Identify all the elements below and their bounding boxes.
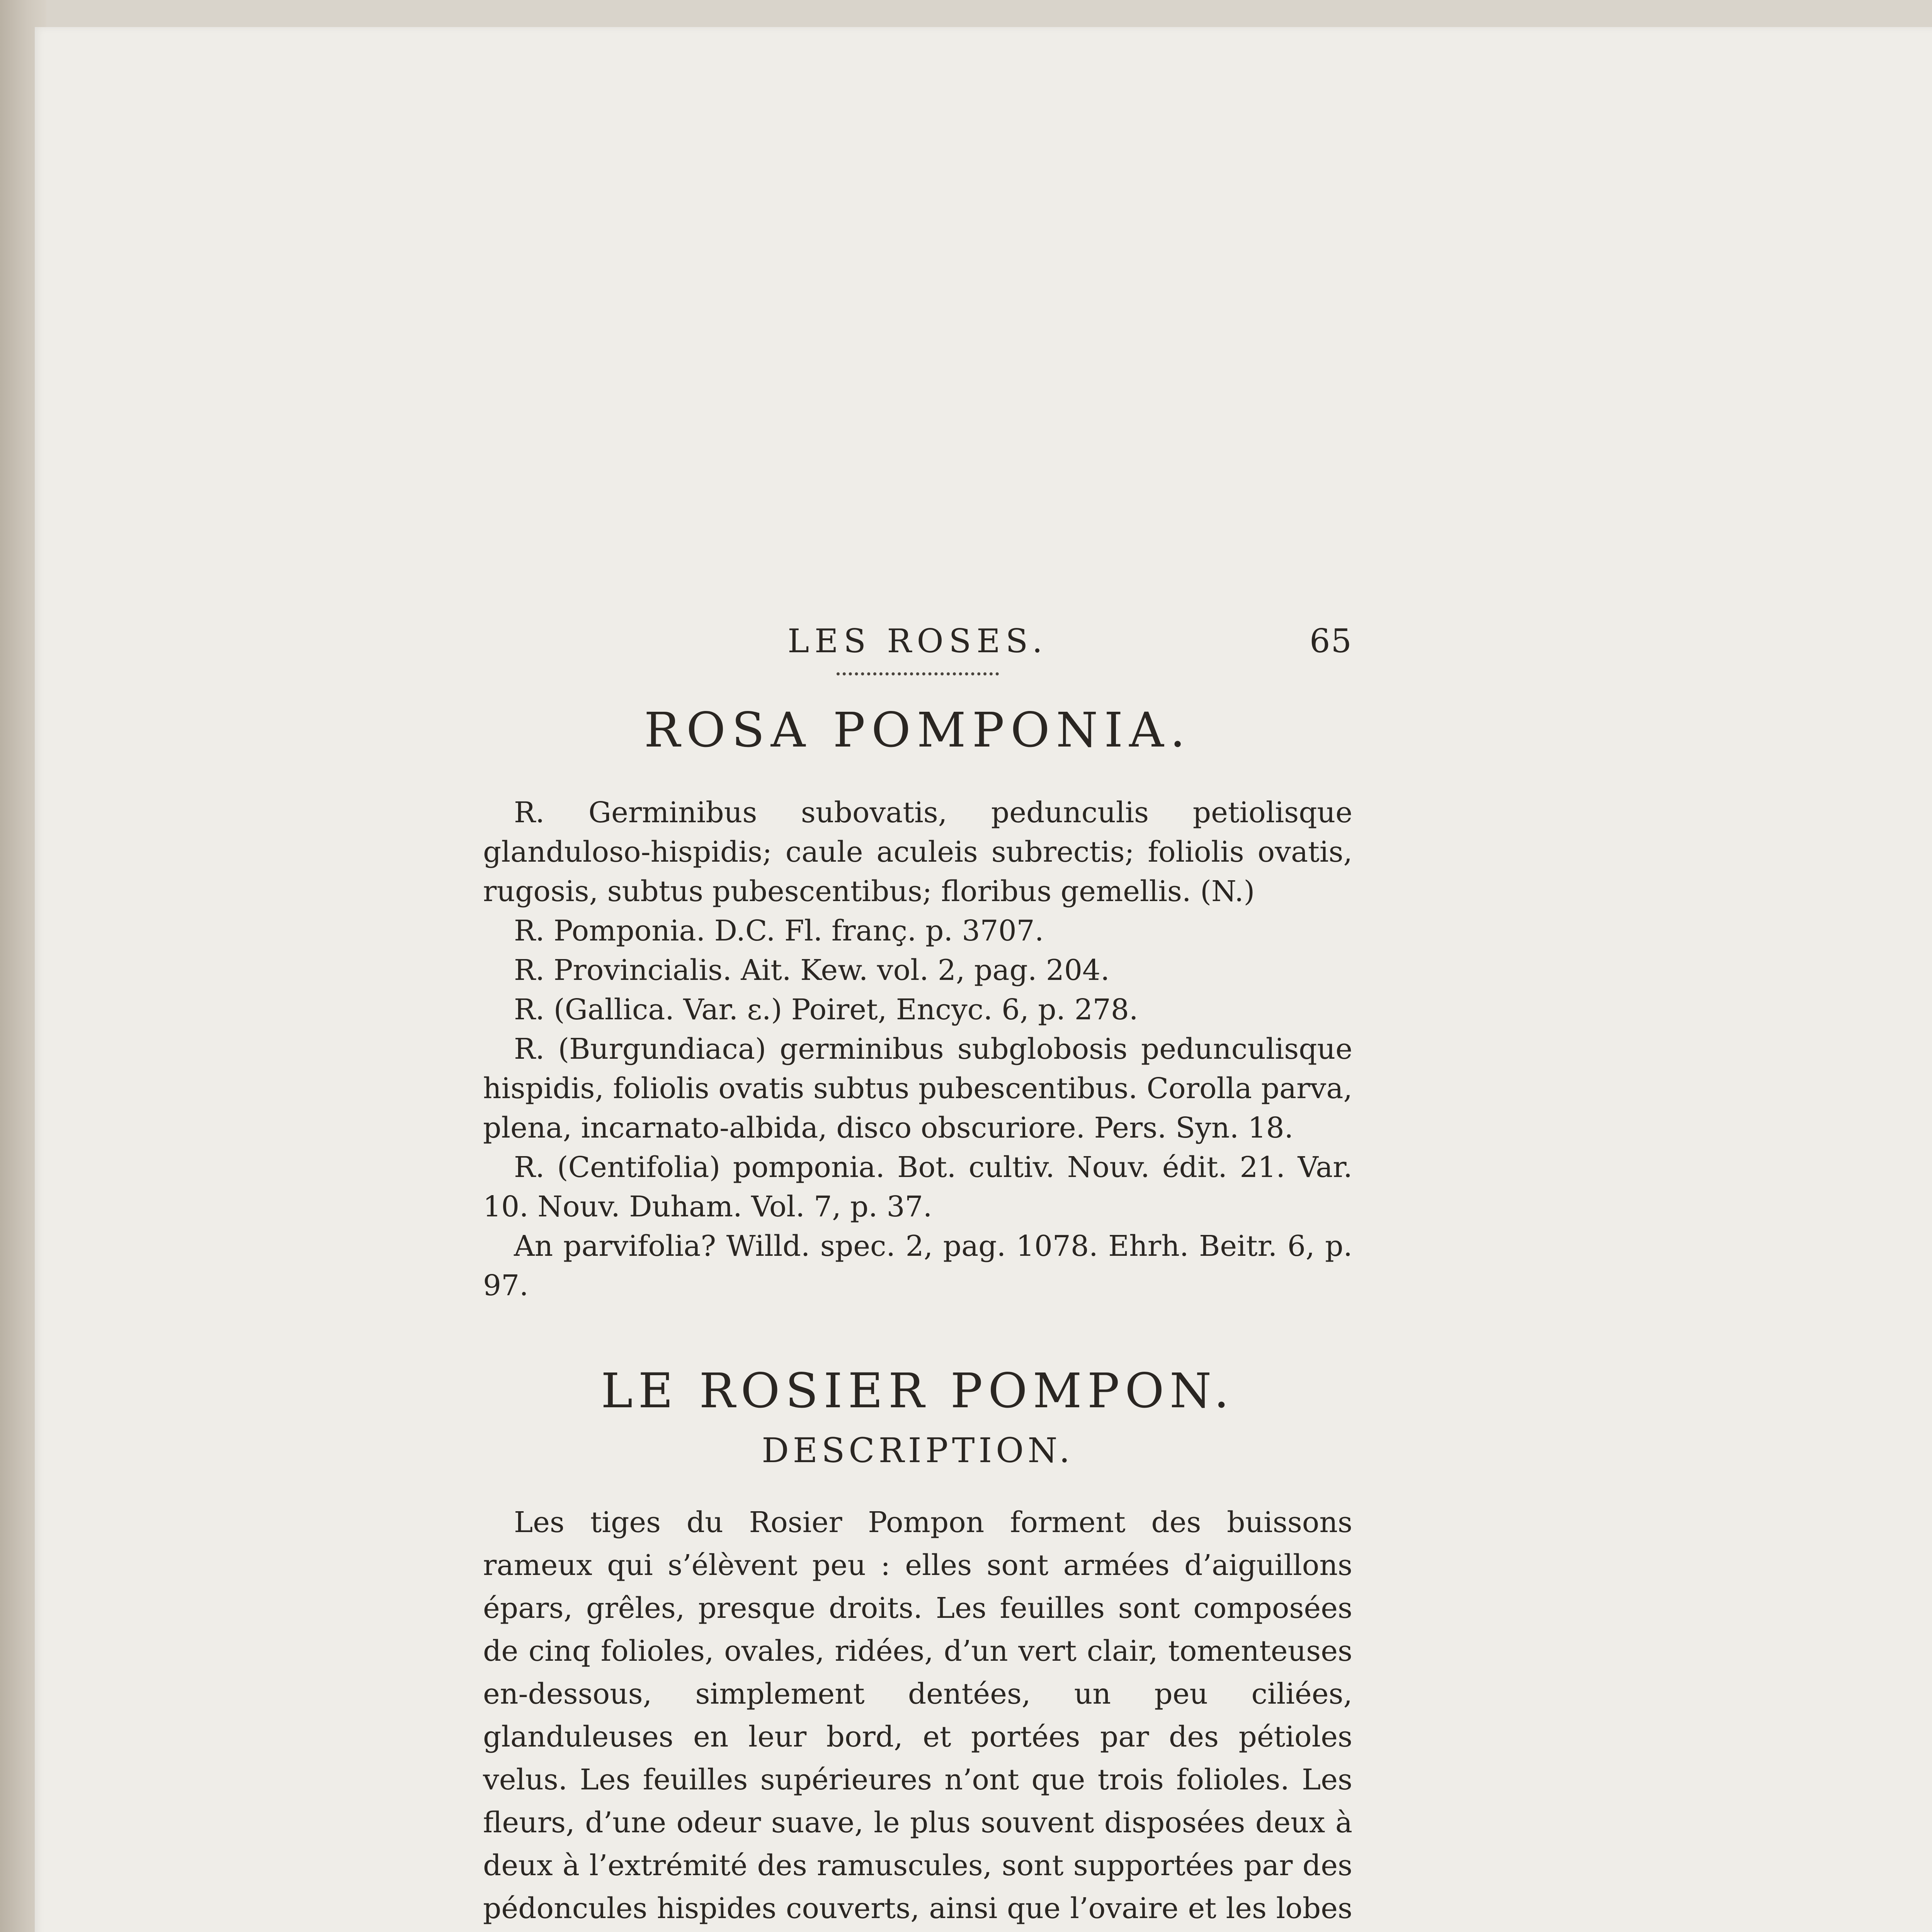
page-content xyxy=(483,614,1352,1932)
synonym-line: R. (Burgundiaca) germinibus subglobosis pedunculisque hispidis, foliolis ovatis subtus pubescentibus. Corolla parva, plena, incarnato-albida, disco obscuriore. Pers. Syn. 18. xyxy=(483,1032,1352,1145)
ornamental-rule xyxy=(837,672,999,675)
common-name-title: LE ROSIER POMPON. xyxy=(601,1363,1235,1419)
synonym-line: R. (Centifolia) pomponia. Bot. cultiv. Nouv. édit. 21. Var. 10. Nouv. Duham. Vol. 7, p. 37. xyxy=(483,1151,1352,1223)
synonym-line: R. Provincialis. Ait. Kew. vol. 2, pag. 204. xyxy=(514,954,1110,987)
synonymy-block xyxy=(483,793,1352,1305)
section-heading: DESCRIPTION. xyxy=(762,1430,1074,1470)
running-head xyxy=(483,614,1352,672)
synonym-line: R. Pomponia. D.C. Fl. franç. p. 3707. xyxy=(514,914,1044,947)
running-head-title: LES ROSES. xyxy=(787,622,1048,660)
page-number: 65 xyxy=(1310,622,1352,660)
species-title: ROSA POMPONIA. xyxy=(644,702,1192,758)
synonym-line: An parvifolia? Willd. spec. 2, pag. 1078. Ehrh. Beitr. 6, p. 97. xyxy=(483,1230,1352,1302)
synonym-line: R. (Gallica. Var. ε.) Poiret, Encyc. 6, p. 278. xyxy=(514,993,1138,1026)
description-paragraph: Les tiges du Rosier Pompon forment des buissons rameux qui s’élèvent peu : elles sont armées d’aiguillons épars, grêles, presque droits. Les feuilles sont composées de cinq folioles, ovales, ridées, d’un vert clair, tomenteuses en-dessous, simplement dentées, un peu ciliées, glanduleuses en leur bord, et portées par des pétioles velus. Les feuilles supérieures n’ont que trois folioles. Les fleurs, d’une odeur suave, le plus souvent disposées deux à deux à l’extrémité des ramuscules, sont supportées par des pédoncules hispides couverts, ainsi que l’ovaire et les lobes xyxy=(483,1506,1352,1925)
synonym-line: R. Germinibus subovatis, pedunculis petiolisque glanduloso-hispidis; caule aculeis subrectis; foliolis ovatis, rugosis, subtus pubescentibus; floribus gemellis. (N.) xyxy=(483,796,1352,908)
